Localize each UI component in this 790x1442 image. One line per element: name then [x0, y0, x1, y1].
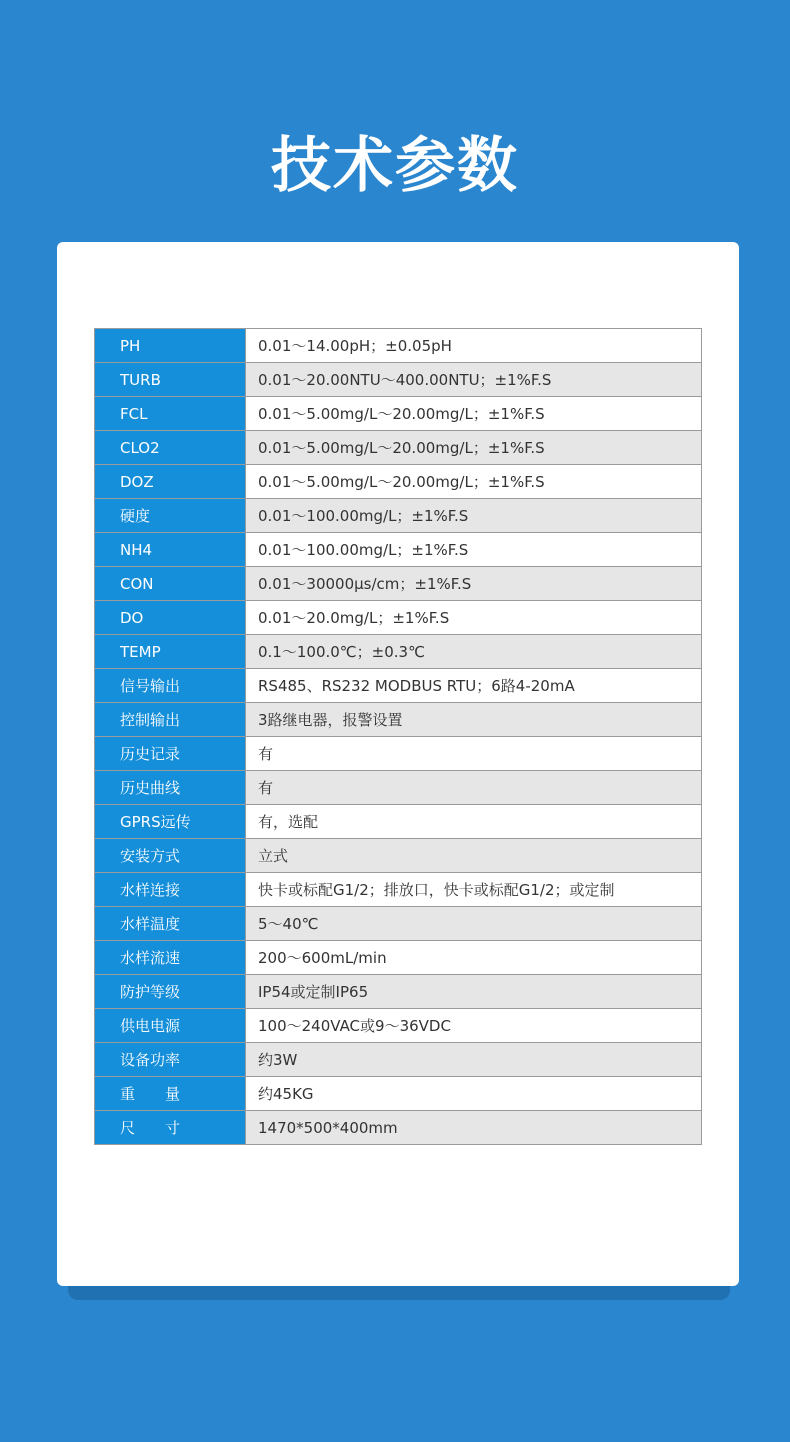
spec-row — [95, 567, 702, 601]
spec-row — [95, 839, 702, 873]
spec-row — [95, 737, 702, 771]
spec-row — [95, 465, 702, 499]
spec-row — [95, 703, 702, 737]
spec-table-body — [95, 329, 702, 1145]
spec-value: 0.01～14.00pH；±0.05pH — [246, 329, 702, 363]
spec-label: DO — [95, 601, 246, 635]
spec-row — [95, 601, 702, 635]
spec-label: TURB — [95, 363, 246, 397]
spec-value: 200～600mL/min — [246, 941, 702, 975]
spec-value: 快卡或标配G1/2；排放口，快卡或标配G1/2；或定制 — [246, 873, 702, 907]
spec-label: NH4 — [95, 533, 246, 567]
spec-value: 3路继电器，报警设置 — [246, 703, 702, 737]
spec-value: 0.01～5.00mg/L～20.00mg/L；±1%F.S — [246, 397, 702, 431]
spec-row — [95, 1077, 702, 1111]
spec-label: 信号输出 — [95, 669, 246, 703]
spec-row — [95, 805, 702, 839]
spec-value: 立式 — [246, 839, 702, 873]
spec-value: 0.01～20.0mg/L；±1%F.S — [246, 601, 702, 635]
spec-row — [95, 669, 702, 703]
spec-label: 供电电源 — [95, 1009, 246, 1043]
page-title: 技术参数 — [271, 131, 519, 201]
spec-value: 0.01～5.00mg/L～20.00mg/L；±1%F.S — [246, 465, 702, 499]
spec-row — [95, 635, 702, 669]
spec-label: 水样流速 — [95, 941, 246, 975]
spec-row — [95, 941, 702, 975]
card-shadow — [68, 1284, 730, 1300]
spec-label: 设备功率 — [95, 1043, 246, 1077]
spec-row — [95, 1009, 702, 1043]
spec-value: 有，选配 — [246, 805, 702, 839]
spec-row — [95, 329, 702, 363]
spec-value: 0.01～100.00mg/L；±1%F.S — [246, 499, 702, 533]
spec-label: FCL — [95, 397, 246, 431]
spec-value: 0.01～100.00mg/L；±1%F.S — [246, 533, 702, 567]
spec-label: 尺 寸 — [95, 1111, 246, 1145]
spec-label: GPRS远传 — [95, 805, 246, 839]
spec-label: TEMP — [95, 635, 246, 669]
spec-label: 控制输出 — [95, 703, 246, 737]
spec-label: DOZ — [95, 465, 246, 499]
spec-value: 0.01～30000μs/cm；±1%F.S — [246, 567, 702, 601]
spec-table — [94, 328, 702, 1145]
spec-value: 0.01～5.00mg/L～20.00mg/L；±1%F.S — [246, 431, 702, 465]
spec-card — [57, 242, 739, 1286]
spec-row — [95, 907, 702, 941]
spec-row — [95, 1043, 702, 1077]
spec-row — [95, 873, 702, 907]
spec-row — [95, 431, 702, 465]
spec-label: 硬度 — [95, 499, 246, 533]
spec-value: 0.01～20.00NTU～400.00NTU；±1%F.S — [246, 363, 702, 397]
spec-row — [95, 499, 702, 533]
spec-row — [95, 363, 702, 397]
spec-value: 约45KG — [246, 1077, 702, 1111]
spec-row — [95, 975, 702, 1009]
spec-value: 有 — [246, 771, 702, 805]
spec-value: 有 — [246, 737, 702, 771]
spec-label: 水样温度 — [95, 907, 246, 941]
spec-row — [95, 1111, 702, 1145]
spec-label: 防护等级 — [95, 975, 246, 1009]
spec-value: RS485、RS232 MODBUS RTU；6路4-20mA — [246, 669, 702, 703]
spec-value: IP54或定制IP65 — [246, 975, 702, 1009]
spec-label: 历史记录 — [95, 737, 246, 771]
spec-label: CLO2 — [95, 431, 246, 465]
spec-value: 100～240VAC或9～36VDC — [246, 1009, 702, 1043]
spec-value: 1470*500*400mm — [246, 1111, 702, 1145]
spec-label: 重 量 — [95, 1077, 246, 1111]
spec-value: 0.1～100.0℃；±0.3℃ — [246, 635, 702, 669]
spec-value: 5～40℃ — [246, 907, 702, 941]
spec-value: 约3W — [246, 1043, 702, 1077]
spec-row — [95, 533, 702, 567]
spec-label: 水样连接 — [95, 873, 246, 907]
spec-label: 历史曲线 — [95, 771, 246, 805]
spec-row — [95, 397, 702, 431]
spec-label: 安装方式 — [95, 839, 246, 873]
spec-label: PH — [95, 329, 246, 363]
spec-label: CON — [95, 567, 246, 601]
spec-row — [95, 771, 702, 805]
